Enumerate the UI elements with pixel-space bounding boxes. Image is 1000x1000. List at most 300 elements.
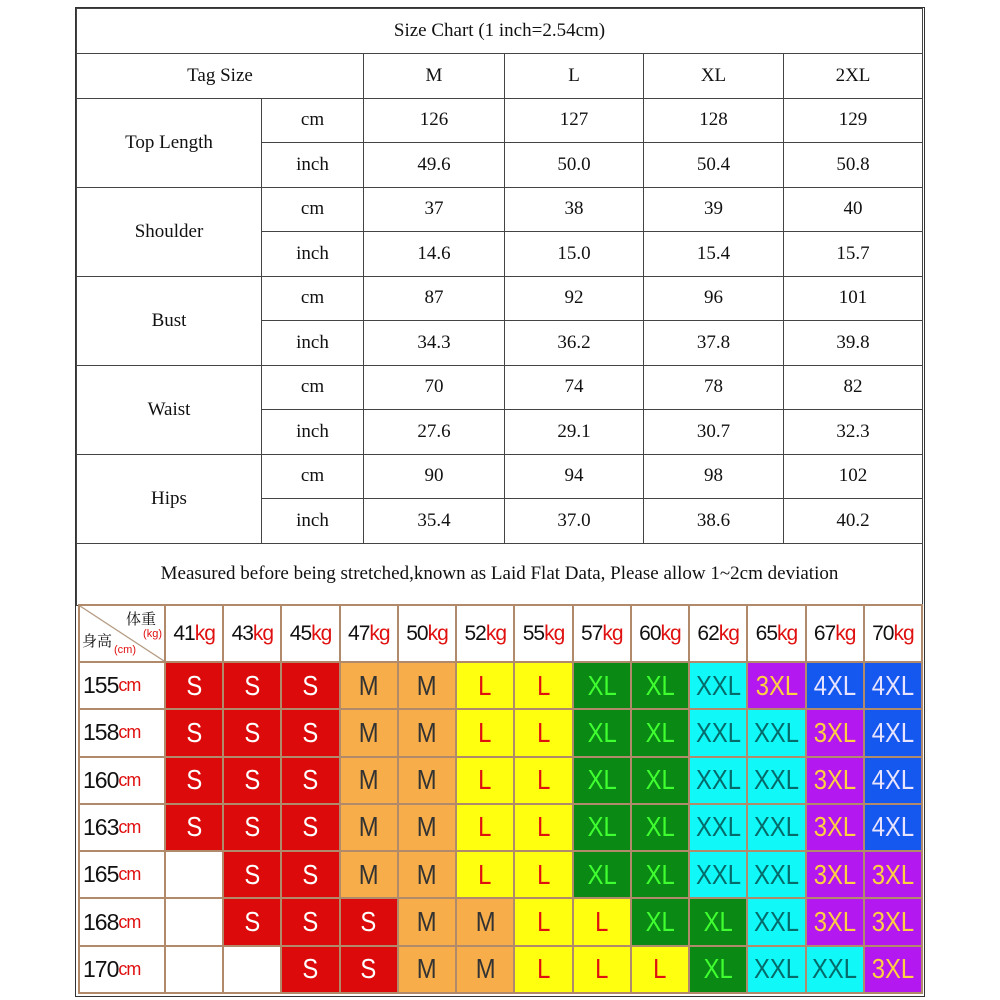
measure-label: Top Length xyxy=(77,98,262,187)
weight-header xyxy=(457,606,513,661)
size-header: L xyxy=(505,54,644,99)
size-label: S xyxy=(360,953,377,985)
measure-value: 34.3 xyxy=(364,321,505,366)
size-cell xyxy=(341,805,397,850)
chart-title: Size Chart (1 inch=2.54cm) xyxy=(77,9,923,54)
size-cell xyxy=(457,758,513,803)
measure-value: 96 xyxy=(644,276,784,321)
size-cell xyxy=(807,852,863,897)
size-cell xyxy=(515,805,571,850)
unit-label: inch xyxy=(262,232,364,277)
size-label: S xyxy=(302,858,319,890)
size-label: S xyxy=(302,906,319,938)
size-cell xyxy=(632,710,688,755)
size-cell xyxy=(574,852,630,897)
measure-value: 29.1 xyxy=(505,410,644,455)
weight-header xyxy=(748,606,804,661)
size-label: 4XL xyxy=(813,669,856,701)
kg-unit: kg xyxy=(660,621,681,645)
size-label: 3XL xyxy=(871,906,915,938)
cm-unit: cm xyxy=(118,911,141,932)
size-label: M xyxy=(358,764,379,796)
size-label: L xyxy=(595,906,609,938)
size-cell xyxy=(166,947,222,992)
size-cell xyxy=(399,758,455,803)
size-label: XL xyxy=(587,716,617,748)
size-cell xyxy=(399,899,455,944)
size-cell xyxy=(574,663,630,708)
size-cell xyxy=(574,805,630,850)
weight-value: 67 xyxy=(813,621,836,645)
measure-value: 49.6 xyxy=(364,143,505,188)
size-label: M xyxy=(417,906,437,938)
size-cell xyxy=(865,663,921,708)
size-label: XL xyxy=(587,811,617,843)
size-cell xyxy=(690,852,746,897)
size-cell xyxy=(282,710,338,755)
measure-value: 37.0 xyxy=(505,499,644,544)
size-label: M xyxy=(358,716,379,748)
size-cell xyxy=(166,805,222,850)
measure-label: Shoulder xyxy=(77,187,262,276)
measure-value: 40 xyxy=(784,187,923,232)
size-cell xyxy=(574,947,630,992)
height-value: 168 xyxy=(83,908,119,935)
size-label: 3XL xyxy=(813,858,856,890)
weight-value: 47 xyxy=(348,621,370,645)
measure-value: 50.8 xyxy=(784,143,923,188)
measure-label: Hips xyxy=(77,454,262,543)
size-cell xyxy=(574,899,630,944)
size-label: L xyxy=(536,906,551,938)
table-row xyxy=(77,365,923,410)
measure-value: 98 xyxy=(644,454,784,499)
size-header: XL xyxy=(644,54,784,99)
size-cell xyxy=(632,758,688,803)
size-cell xyxy=(807,805,863,850)
weight-label: 体重 xyxy=(125,611,156,628)
size-label: L xyxy=(478,811,492,843)
size-cell xyxy=(282,947,338,992)
size-cell xyxy=(748,899,804,944)
kg-unit: kg xyxy=(777,621,798,645)
size-cell xyxy=(166,710,222,755)
size-cell xyxy=(865,758,921,803)
weight-value: 65 xyxy=(755,621,777,645)
size-label: XXL xyxy=(695,858,741,890)
height-value: 158 xyxy=(83,719,119,746)
measure-value: 82 xyxy=(784,365,923,410)
size-label: 3XL xyxy=(755,669,798,701)
kg-unit: kg xyxy=(194,621,215,645)
size-label: XXL xyxy=(812,953,858,985)
size-label: M xyxy=(417,811,437,843)
size-cell xyxy=(574,758,630,803)
size-label: M xyxy=(475,906,496,938)
size-cell xyxy=(748,852,804,897)
cm-unit: cm xyxy=(118,675,141,696)
size-cell xyxy=(748,947,804,992)
measure-value: 37.8 xyxy=(644,321,784,366)
size-label: S xyxy=(186,669,203,701)
measure-value: 50.0 xyxy=(505,143,644,188)
cm-unit: cm xyxy=(118,958,141,979)
unit-label: inch xyxy=(262,143,364,188)
size-cell xyxy=(399,947,455,992)
measure-value: 101 xyxy=(784,276,923,321)
kg-unit: kg xyxy=(835,621,856,645)
size-cell xyxy=(457,852,513,897)
deviation-note: Measured before being stretched,known as Laid Flat Data, Please allow 1~2cm deviation xyxy=(77,543,923,605)
size-cell xyxy=(399,805,455,850)
measure-value: 129 xyxy=(784,98,923,143)
size-label: XL xyxy=(645,716,675,748)
size-cell xyxy=(457,663,513,708)
size-label: M xyxy=(417,858,437,890)
size-cell xyxy=(282,805,338,850)
size-cell xyxy=(341,663,397,708)
size-label: 4XL xyxy=(871,716,915,748)
weight-header xyxy=(224,606,280,661)
measure-value: 37 xyxy=(364,187,505,232)
size-label: S xyxy=(302,669,319,701)
size-label: XXL xyxy=(695,716,741,748)
size-label: S xyxy=(186,716,203,748)
weight-header xyxy=(807,606,863,661)
size-cell xyxy=(341,899,397,944)
size-label: L xyxy=(653,953,667,985)
measure-value: 87 xyxy=(364,276,505,321)
size-cell xyxy=(748,805,804,850)
size-cell xyxy=(457,947,513,992)
height-value: 155 xyxy=(83,672,119,699)
unit-label: inch xyxy=(262,499,364,544)
kg-unit: kg xyxy=(252,621,274,645)
size-cell xyxy=(690,947,746,992)
size-cell xyxy=(224,710,280,755)
size-label: S xyxy=(244,906,261,938)
size-label: S xyxy=(244,764,261,796)
size-cell xyxy=(748,758,804,803)
measure-label: Waist xyxy=(77,365,262,454)
unit-label: inch xyxy=(262,321,364,366)
size-cell xyxy=(166,899,222,944)
size-cell xyxy=(224,852,280,897)
grid-corner xyxy=(80,606,164,661)
weight-header xyxy=(399,606,455,661)
size-label: L xyxy=(478,764,492,796)
size-cell xyxy=(632,805,688,850)
size-label: S xyxy=(186,764,203,796)
weight-value: 70 xyxy=(872,621,894,645)
weight-header xyxy=(690,606,746,661)
height-header xyxy=(80,710,164,755)
kg-unit: kg xyxy=(718,621,739,645)
size-label: S xyxy=(302,716,319,748)
unit-label: cm xyxy=(262,98,364,143)
size-label: XXL xyxy=(753,858,799,890)
size-label: 3XL xyxy=(813,906,856,938)
measure-value: 15.7 xyxy=(784,232,923,277)
height-value: 170 xyxy=(83,955,119,982)
measure-value: 15.4 xyxy=(644,232,784,277)
measure-value: 30.7 xyxy=(644,410,784,455)
size-label: M xyxy=(417,953,437,985)
weight-header xyxy=(515,606,571,661)
size-label: XL xyxy=(587,858,617,890)
height-value: 160 xyxy=(83,766,119,793)
measure-value: 32.3 xyxy=(784,410,923,455)
size-cell xyxy=(748,710,804,755)
size-label: XXL xyxy=(695,669,741,701)
size-chart xyxy=(75,7,925,997)
size-cell xyxy=(341,710,397,755)
measure-value: 128 xyxy=(644,98,784,143)
weight-value: 52 xyxy=(464,621,486,645)
size-cell xyxy=(224,663,280,708)
measure-value: 36.2 xyxy=(505,321,644,366)
size-cell xyxy=(457,899,513,944)
size-label: L xyxy=(536,716,551,748)
size-label: S xyxy=(360,906,377,938)
table-row xyxy=(77,187,923,232)
weight-value: 50 xyxy=(406,621,428,645)
cm-unit: cm xyxy=(118,769,141,790)
size-label: 4XL xyxy=(871,669,915,701)
size-label: XL xyxy=(645,906,675,938)
size-cell xyxy=(574,710,630,755)
size-cell xyxy=(341,758,397,803)
unit-label: cm xyxy=(262,365,364,410)
measure-value: 90 xyxy=(364,454,505,499)
size-label: S xyxy=(244,811,261,843)
weight-value: 55 xyxy=(522,621,545,645)
size-cell xyxy=(690,805,746,850)
size-cell xyxy=(632,947,688,992)
size-label: L xyxy=(536,669,551,701)
size-cell xyxy=(865,852,921,897)
size-cell xyxy=(807,758,863,803)
measure-value: 40.2 xyxy=(784,499,923,544)
size-label: M xyxy=(417,716,437,748)
size-label: XL xyxy=(645,811,675,843)
height-header xyxy=(80,899,164,944)
height-value: 163 xyxy=(83,813,119,840)
weight-value: 57 xyxy=(580,621,603,645)
kg-unit: kg xyxy=(602,621,623,645)
size-label: 3XL xyxy=(871,953,915,985)
size-cell xyxy=(457,710,513,755)
unit-label: inch xyxy=(262,410,364,455)
table-row xyxy=(77,276,923,321)
size-cell xyxy=(807,899,863,944)
height-value: 165 xyxy=(83,861,119,888)
size-label: 3XL xyxy=(813,716,856,748)
size-label: S xyxy=(302,811,319,843)
measure-value: 92 xyxy=(505,276,644,321)
size-label: S xyxy=(244,858,261,890)
size-cell xyxy=(632,852,688,897)
kg-unit: kg xyxy=(485,621,507,645)
size-cell xyxy=(632,899,688,944)
weight-value: 62 xyxy=(697,621,719,645)
weight-header xyxy=(865,606,921,661)
size-cell xyxy=(166,852,222,897)
size-cell xyxy=(282,899,338,944)
measure-value: 127 xyxy=(505,98,644,143)
size-label: M xyxy=(475,953,496,985)
size-label: XXL xyxy=(753,716,799,748)
size-cell xyxy=(282,663,338,708)
measure-value: 14.6 xyxy=(364,232,505,277)
weight-value: 45 xyxy=(289,621,312,645)
measure-label: Bust xyxy=(77,276,262,365)
size-cell xyxy=(166,663,222,708)
size-label: XXL xyxy=(695,811,741,843)
size-label: L xyxy=(536,953,551,985)
unit-label: cm xyxy=(262,187,364,232)
weight-header xyxy=(574,606,630,661)
size-cell xyxy=(515,947,571,992)
size-cell xyxy=(224,758,280,803)
size-label: XXL xyxy=(695,764,741,796)
weight-header xyxy=(166,606,222,661)
height-label: 身高 xyxy=(82,633,113,650)
size-cell xyxy=(632,663,688,708)
measure-value: 27.6 xyxy=(364,410,505,455)
measure-value: 70 xyxy=(364,365,505,410)
size-table xyxy=(76,8,923,606)
unit-label: cm xyxy=(262,276,364,321)
cm-unit: cm xyxy=(118,816,141,837)
size-cell xyxy=(515,663,571,708)
size-cell xyxy=(690,899,746,944)
size-cell xyxy=(515,710,571,755)
size-cell xyxy=(515,899,571,944)
size-cell xyxy=(457,805,513,850)
kg-unit: kg xyxy=(311,621,332,645)
size-label: L xyxy=(536,811,551,843)
measure-value: 74 xyxy=(505,365,644,410)
size-cell xyxy=(282,852,338,897)
size-cell xyxy=(690,710,746,755)
size-cell xyxy=(865,805,921,850)
size-label: M xyxy=(358,669,379,701)
size-cell xyxy=(748,663,804,708)
measure-value: 39.8 xyxy=(784,321,923,366)
size-cell xyxy=(515,852,571,897)
table-row xyxy=(77,98,923,143)
size-cell xyxy=(865,947,921,992)
size-label: XL xyxy=(645,764,675,796)
size-cell xyxy=(224,805,280,850)
size-label: L xyxy=(478,669,492,701)
size-label: XL xyxy=(587,764,617,796)
kg-unit: kg xyxy=(369,621,390,645)
size-label: L xyxy=(595,953,609,985)
recommend-grid xyxy=(78,604,923,994)
size-label: S xyxy=(186,811,203,843)
size-cell xyxy=(224,947,280,992)
size-label: 4XL xyxy=(871,764,915,796)
size-cell xyxy=(515,758,571,803)
size-label: XL xyxy=(645,858,675,890)
size-cell xyxy=(807,663,863,708)
size-label: L xyxy=(478,858,492,890)
size-cell xyxy=(341,852,397,897)
size-label: S xyxy=(302,764,319,796)
size-cell xyxy=(399,852,455,897)
size-label: XL xyxy=(703,953,733,985)
size-cell xyxy=(282,758,338,803)
size-label: M xyxy=(417,764,437,796)
size-label: S xyxy=(244,669,261,701)
kg-unit: kg xyxy=(427,621,448,645)
height-header xyxy=(80,663,164,708)
unit-label: cm xyxy=(262,454,364,499)
size-cell xyxy=(341,947,397,992)
size-cell xyxy=(690,758,746,803)
cm-label: (cm) xyxy=(114,644,136,656)
kg-unit: kg xyxy=(544,621,565,645)
weight-header xyxy=(341,606,397,661)
tag-size-label: Tag Size xyxy=(77,54,364,99)
size-label: XXL xyxy=(753,953,799,985)
measure-value: 102 xyxy=(784,454,923,499)
measure-value: 78 xyxy=(644,365,784,410)
measure-value: 15.0 xyxy=(505,232,644,277)
measure-value: 39 xyxy=(644,187,784,232)
size-label: M xyxy=(358,858,379,890)
measure-value: 94 xyxy=(505,454,644,499)
weight-value: 41 xyxy=(173,621,195,645)
size-label: XL xyxy=(587,669,617,701)
height-header xyxy=(80,947,164,992)
size-cell xyxy=(865,899,921,944)
size-cell xyxy=(690,663,746,708)
weight-header xyxy=(632,606,688,661)
cm-unit: cm xyxy=(118,864,141,885)
weight-value: 60 xyxy=(639,621,661,645)
size-label: XL xyxy=(645,669,675,701)
size-label: XXL xyxy=(753,811,799,843)
kg-unit: kg xyxy=(893,621,914,645)
size-cell xyxy=(399,663,455,708)
height-header xyxy=(80,805,164,850)
size-header: 2XL xyxy=(784,54,923,99)
measure-value: 50.4 xyxy=(644,143,784,188)
size-cell xyxy=(807,947,863,992)
size-label: XXL xyxy=(753,906,799,938)
size-cell xyxy=(399,710,455,755)
measure-value: 38 xyxy=(505,187,644,232)
size-label: M xyxy=(358,811,379,843)
kg-label: (kg) xyxy=(143,628,162,640)
measure-value: 126 xyxy=(364,98,505,143)
size-label: S xyxy=(244,716,261,748)
size-label: M xyxy=(417,669,437,701)
height-header xyxy=(80,852,164,897)
size-label: XL xyxy=(703,906,733,938)
size-header: M xyxy=(364,54,505,99)
cm-unit: cm xyxy=(118,722,141,743)
size-label: L xyxy=(478,716,492,748)
height-header xyxy=(80,758,164,803)
size-label: 3XL xyxy=(813,811,856,843)
size-label: XXL xyxy=(753,764,799,796)
size-label: L xyxy=(536,858,551,890)
table-row xyxy=(77,454,923,499)
